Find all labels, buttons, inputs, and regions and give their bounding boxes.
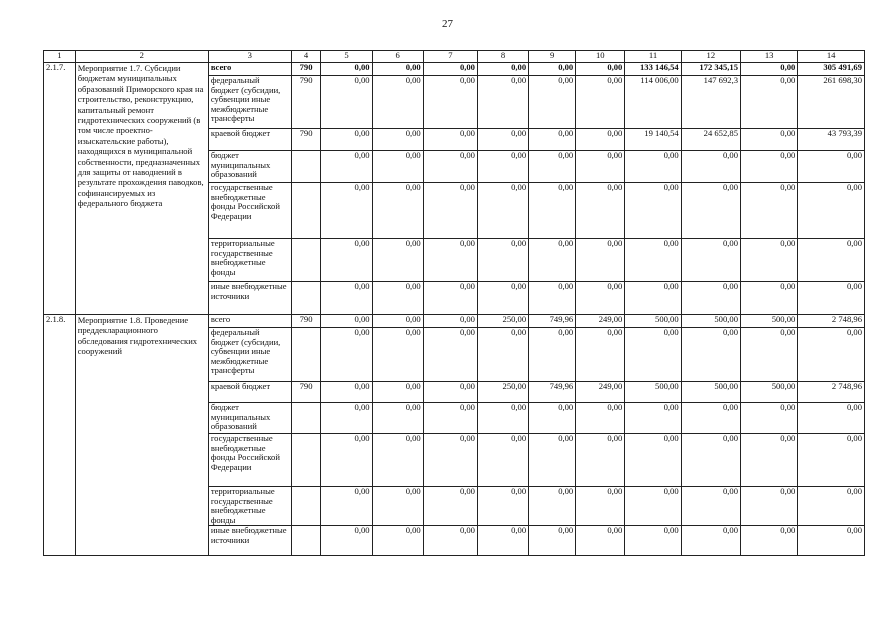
amount-cell: 0,00: [741, 328, 798, 382]
amount-cell: 0,00: [625, 403, 681, 434]
amount-cell: 0,00: [372, 76, 423, 129]
amount-cell: 0,00: [372, 434, 423, 487]
column-header: 5: [321, 51, 372, 63]
amount-cell: 0,00: [423, 63, 477, 76]
amount-cell: 0,00: [625, 487, 681, 526]
amount-cell: 0,00: [321, 183, 372, 239]
funding-source: краевой бюджет: [208, 382, 291, 403]
amount-cell: 0,00: [321, 76, 372, 129]
amount-cell: 19 140,54: [625, 129, 681, 151]
column-header: 2: [75, 51, 208, 63]
amount-cell: 0,00: [423, 282, 477, 315]
budget-code: 790: [291, 315, 321, 328]
amount-cell: 0,00: [372, 129, 423, 151]
funding-source: иные внебюджетные источники: [208, 282, 291, 315]
amount-cell: 0,00: [625, 183, 681, 239]
amount-cell: 0,00: [798, 434, 865, 487]
amount-cell: 0,00: [741, 403, 798, 434]
amount-cell: 114 006,00: [625, 76, 681, 129]
budget-code: 790: [291, 382, 321, 403]
amount-cell: 0,00: [681, 328, 740, 382]
amount-cell: 0,00: [576, 526, 625, 556]
amount-cell: 0,00: [798, 526, 865, 556]
amount-cell: 0,00: [741, 526, 798, 556]
amount-cell: 500,00: [741, 315, 798, 328]
budget-code: 790: [291, 129, 321, 151]
amount-cell: 749,96: [529, 382, 576, 403]
amount-cell: 0,00: [372, 403, 423, 434]
funding-source: государственные внебюджетные фонды Российской Федерации: [208, 183, 291, 239]
amount-cell: 0,00: [741, 183, 798, 239]
column-header: 7: [423, 51, 477, 63]
amount-cell: 0,00: [321, 526, 372, 556]
budget-code: [291, 403, 321, 434]
funding-source: государственные внебюджетные фонды Российской Федерации: [208, 434, 291, 487]
amount-cell: 0,00: [423, 315, 477, 328]
amount-cell: 0,00: [529, 434, 576, 487]
budget-code: [291, 434, 321, 487]
amount-cell: 0,00: [477, 328, 528, 382]
amount-cell: 2 748,96: [798, 382, 865, 403]
funding-source: всего: [208, 63, 291, 76]
amount-cell: 0,00: [477, 183, 528, 239]
funding-source: федеральный бюджет (субсидии, субвенции иные межбюджетные трансферты: [208, 76, 291, 129]
column-header: 4: [291, 51, 321, 63]
amount-cell: 0,00: [681, 239, 740, 282]
column-header: 12: [681, 51, 740, 63]
amount-cell: 0,00: [477, 487, 528, 526]
budget-code: [291, 282, 321, 315]
amount-cell: 0,00: [681, 403, 740, 434]
amount-cell: 0,00: [423, 382, 477, 403]
amount-cell: 0,00: [321, 151, 372, 183]
amount-cell: 0,00: [372, 382, 423, 403]
amount-cell: 0,00: [576, 129, 625, 151]
amount-cell: 2 748,96: [798, 315, 865, 328]
amount-cell: 0,00: [741, 129, 798, 151]
page-number: 27: [442, 18, 453, 30]
amount-cell: 0,00: [321, 403, 372, 434]
amount-cell: 0,00: [477, 63, 528, 76]
budget-code: [291, 526, 321, 556]
amount-cell: 0,00: [529, 239, 576, 282]
amount-cell: 0,00: [372, 328, 423, 382]
amount-cell: 0,00: [741, 76, 798, 129]
funding-source: территориальные государственные внебюджетные фонды: [208, 487, 291, 526]
budget-table: [43, 50, 865, 556]
amount-cell: 0,00: [625, 526, 681, 556]
amount-cell: 0,00: [681, 434, 740, 487]
amount-cell: 0,00: [372, 282, 423, 315]
amount-cell: 0,00: [681, 487, 740, 526]
amount-cell: 0,00: [477, 151, 528, 183]
amount-cell: 147 692,3: [681, 76, 740, 129]
amount-cell: 0,00: [529, 487, 576, 526]
amount-cell: 0,00: [576, 403, 625, 434]
amount-cell: 0,00: [681, 183, 740, 239]
amount-cell: 0,00: [423, 526, 477, 556]
column-header: 6: [372, 51, 423, 63]
amount-cell: 0,00: [625, 239, 681, 282]
amount-cell: 0,00: [798, 151, 865, 183]
funding-source: всего: [208, 315, 291, 328]
funding-source: бюджет муниципальных образований: [208, 151, 291, 183]
amount-cell: 0,00: [741, 434, 798, 487]
amount-cell: 0,00: [477, 434, 528, 487]
amount-cell: 0,00: [576, 63, 625, 76]
amount-cell: 500,00: [681, 315, 740, 328]
amount-cell: 0,00: [798, 239, 865, 282]
amount-cell: 0,00: [529, 151, 576, 183]
amount-cell: 0,00: [529, 328, 576, 382]
amount-cell: 0,00: [321, 487, 372, 526]
funding-source: краевой бюджет: [208, 129, 291, 151]
amount-cell: 0,00: [477, 403, 528, 434]
amount-cell: 0,00: [529, 526, 576, 556]
amount-cell: 0,00: [372, 526, 423, 556]
column-header: 9: [529, 51, 576, 63]
column-header: 14: [798, 51, 865, 63]
amount-cell: 0,00: [529, 282, 576, 315]
amount-cell: 0,00: [576, 151, 625, 183]
budget-code: [291, 239, 321, 282]
amount-cell: 0,00: [798, 403, 865, 434]
amount-cell: 0,00: [372, 315, 423, 328]
amount-cell: 0,00: [625, 328, 681, 382]
amount-cell: 0,00: [798, 282, 865, 315]
budget-code: 790: [291, 63, 321, 76]
amount-cell: 0,00: [321, 434, 372, 487]
measure-description: Мероприятие 1.7. Субсидии бюджетам муниципальных образований Приморского края на строительство, реконструкцию, капитальный ремонт гидротехнических сооружений (в том числе проектно-изыскательские работы), находящихся в муниципальной собственности, предназначенных для защиты от наводнений в результате прохождения паводков, софинансируемых из федерального бюджета: [75, 63, 208, 315]
amount-cell: 0,00: [576, 183, 625, 239]
table-row: [44, 315, 865, 328]
budget-code: [291, 487, 321, 526]
amount-cell: 0,00: [477, 129, 528, 151]
amount-cell: 0,00: [741, 282, 798, 315]
amount-cell: 0,00: [625, 151, 681, 183]
amount-cell: 249,00: [576, 382, 625, 403]
amount-cell: 0,00: [741, 151, 798, 183]
amount-cell: 0,00: [477, 526, 528, 556]
amount-cell: 0,00: [576, 239, 625, 282]
amount-cell: 0,00: [372, 151, 423, 183]
measure-code: 2.1.8.: [44, 315, 76, 556]
amount-cell: 500,00: [681, 382, 740, 403]
amount-cell: 500,00: [625, 382, 681, 403]
amount-cell: 0,00: [372, 63, 423, 76]
amount-cell: 261 698,30: [798, 76, 865, 129]
amount-cell: 0,00: [423, 403, 477, 434]
amount-cell: 0,00: [798, 183, 865, 239]
amount-cell: 0,00: [423, 434, 477, 487]
amount-cell: 0,00: [423, 76, 477, 129]
amount-cell: 0,00: [681, 151, 740, 183]
amount-cell: 0,00: [423, 129, 477, 151]
amount-cell: 43 793,39: [798, 129, 865, 151]
amount-cell: 0,00: [529, 403, 576, 434]
amount-cell: 0,00: [625, 434, 681, 487]
amount-cell: 0,00: [372, 183, 423, 239]
amount-cell: 0,00: [529, 76, 576, 129]
amount-cell: 0,00: [681, 526, 740, 556]
amount-cell: 24 652,85: [681, 129, 740, 151]
measure-code: 2.1.7.: [44, 63, 76, 315]
funding-source: федеральный бюджет (субсидии, субвенции иные межбюджетные трансферты: [208, 328, 291, 382]
header-row: [44, 51, 865, 63]
budget-code: 790: [291, 76, 321, 129]
amount-cell: 0,00: [321, 315, 372, 328]
column-header: 13: [741, 51, 798, 63]
amount-cell: 0,00: [741, 239, 798, 282]
amount-cell: 0,00: [477, 76, 528, 129]
budget-code: [291, 183, 321, 239]
amount-cell: 0,00: [423, 183, 477, 239]
amount-cell: 133 146,54: [625, 63, 681, 76]
amount-cell: 0,00: [576, 487, 625, 526]
amount-cell: 0,00: [529, 63, 576, 76]
amount-cell: 0,00: [477, 239, 528, 282]
column-header: 3: [208, 51, 291, 63]
amount-cell: 0,00: [321, 63, 372, 76]
budget-code: [291, 328, 321, 382]
amount-cell: 0,00: [576, 76, 625, 129]
funding-source: бюджет муниципальных образований: [208, 403, 291, 434]
amount-cell: 0,00: [798, 487, 865, 526]
column-header: 10: [576, 51, 625, 63]
amount-cell: 0,00: [423, 487, 477, 526]
amount-cell: 0,00: [423, 239, 477, 282]
table-row: [44, 63, 865, 76]
amount-cell: 0,00: [798, 328, 865, 382]
amount-cell: 0,00: [576, 282, 625, 315]
measure-description: Мероприятие 1.8. Проведение преддекларационного обследования гидротехнических сооружений: [75, 315, 208, 556]
amount-cell: 0,00: [372, 239, 423, 282]
funding-source: иные внебюджетные источники: [208, 526, 291, 556]
amount-cell: 0,00: [321, 239, 372, 282]
amount-cell: 0,00: [423, 328, 477, 382]
column-header: 1: [44, 51, 76, 63]
amount-cell: 249,00: [576, 315, 625, 328]
amount-cell: 0,00: [681, 282, 740, 315]
amount-cell: 0,00: [321, 382, 372, 403]
amount-cell: 0,00: [321, 129, 372, 151]
amount-cell: 172 345,15: [681, 63, 740, 76]
amount-cell: 0,00: [321, 282, 372, 315]
amount-cell: 0,00: [576, 434, 625, 487]
amount-cell: 0,00: [321, 328, 372, 382]
amount-cell: 0,00: [741, 487, 798, 526]
amount-cell: 305 491,69: [798, 63, 865, 76]
amount-cell: 0,00: [625, 282, 681, 315]
amount-cell: 0,00: [423, 151, 477, 183]
amount-cell: 250,00: [477, 315, 528, 328]
column-header: 11: [625, 51, 681, 63]
funding-source: территориальные государственные внебюджетные фонды: [208, 239, 291, 282]
amount-cell: 250,00: [477, 382, 528, 403]
amount-cell: 0,00: [372, 487, 423, 526]
amount-cell: 500,00: [741, 382, 798, 403]
amount-cell: 0,00: [477, 282, 528, 315]
amount-cell: 0,00: [529, 129, 576, 151]
budget-code: [291, 151, 321, 183]
amount-cell: 0,00: [576, 328, 625, 382]
amount-cell: 500,00: [625, 315, 681, 328]
amount-cell: 0,00: [741, 63, 798, 76]
amount-cell: 0,00: [529, 183, 576, 239]
amount-cell: 749,96: [529, 315, 576, 328]
column-header: 8: [477, 51, 528, 63]
